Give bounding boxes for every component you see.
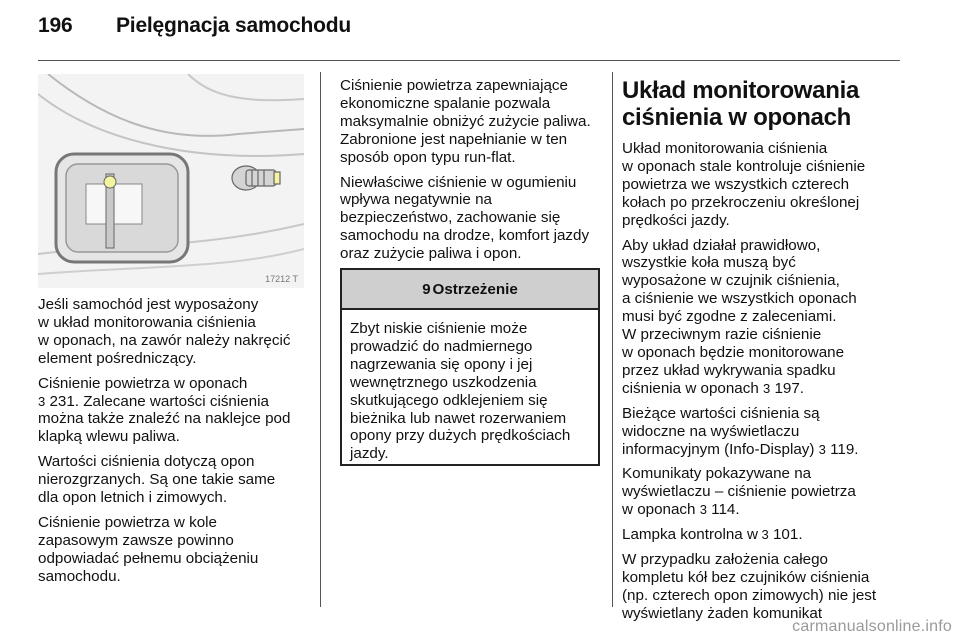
paragraph bbox=[622, 405, 912, 459]
page-title: Pielęgnacja samochodu bbox=[116, 14, 352, 37]
text-span: 114. bbox=[706, 501, 740, 519]
text-span: Komunikaty pokazywane na wyświetlaczu – ciśnienie powietrza w oponach bbox=[622, 465, 856, 519]
text-span: Lampka kontrolna bbox=[622, 526, 747, 544]
warning-text: Zbyt niskie ciśnienie może prowadzić do nadmiernego nagrzewania się opony i jej wewnętrznego uszkodzenia skutkującego odklejeniem się bieżnika lub nawet rozerwaniem opony przy dużych prędkościach jazdy. bbox=[350, 320, 571, 463]
paragraph bbox=[622, 526, 912, 544]
tire-valve-illustration bbox=[38, 74, 304, 288]
page-number: 196 bbox=[38, 14, 73, 37]
column-left bbox=[38, 296, 314, 593]
text-span: Bieżące wartości ciśnienia są widoczne na wyświetlaczu informacyjnym (Info-Display) bbox=[622, 404, 820, 458]
page-reference-icon[interactable]: 3 bbox=[38, 393, 46, 409]
paragraph: Ciśnienie powietrza zapewniające ekonomiczne spalanie pozwala maksymalnie obniżyć zużycie paliwa. Zabronione jest napełnianie w ten sposób opon typu run-flat. bbox=[340, 77, 591, 166]
paragraph bbox=[38, 375, 314, 447]
figure-code: 17212 T bbox=[265, 274, 298, 284]
text-span: Ciśnienie powietrza w oponach bbox=[38, 374, 248, 392]
text-span: 231. Zalecane wartości ciśnienia można także znaleźć na naklejce pod klapką wlewu paliwa. bbox=[38, 392, 291, 446]
paragraph: W przypadku założenia całego kompletu kół bez czujników ciśnienia (np. czterech opon zimowych) nie jest wyświetlany żaden komunikat bbox=[622, 551, 877, 622]
text-span: 101. bbox=[768, 526, 803, 544]
warning-box bbox=[340, 268, 600, 466]
text-span: 119. bbox=[825, 440, 859, 458]
warning-title: Ostrzeżenie bbox=[432, 280, 518, 298]
page-reference-icon[interactable]: 3 bbox=[818, 441, 826, 457]
column-divider-2 bbox=[612, 72, 613, 607]
paragraph bbox=[622, 237, 912, 398]
page-reference-icon[interactable]: 3 bbox=[699, 502, 707, 518]
page-header bbox=[38, 14, 351, 38]
column-right bbox=[622, 77, 912, 630]
column-divider-1 bbox=[320, 72, 321, 607]
tire-valve-drawing bbox=[38, 74, 304, 288]
paragraph: Niewłaściwe ciśnienie w ogumieniu wpływa negatywnie na bezpieczeństwo, zachowanie się samochodu na drodze, komfort jazdy oraz zużycie paliwa i opon. bbox=[340, 173, 590, 263]
paragraph: Ciśnienie powietrza w kole zapasowym zawsze powinno odpowiadać pełnemu obciążeniu samochodu. bbox=[38, 513, 259, 585]
page-reference-icon[interactable]: 3 bbox=[757, 527, 769, 543]
tire-pressure-warning-icon: w bbox=[746, 526, 758, 544]
warning-header bbox=[342, 270, 598, 310]
paragraph: Układ monitorowania ciśnienia w oponach stale kontroluje ciśnienie powietrza we wszystkich czterech kołach po przekroczeniu określonej prędkości jazdy. bbox=[622, 140, 866, 229]
section-heading: Układ monitorowania ciśnienia w oponach bbox=[622, 77, 859, 131]
paragraph: Wartości ciśnienia dotyczą opon nierozgrzanych. Są one takie same dla opon letnich i zimowych. bbox=[38, 453, 276, 507]
warning-triangle-icon: 9 bbox=[422, 280, 431, 298]
paragraph: Jeśli samochód jest wyposażony w układ monitorowania ciśnienia w oponach, na zawór należy nakręcić element pośredniczący. bbox=[38, 296, 291, 367]
paragraph bbox=[622, 465, 912, 519]
text-span: Aby układ działał prawidłowo, wszystkie koła muszą być wyposażone w czujnik ciśnienia, a ciśnienie we wszystkich oponach musi być zgodne z zaleceniami. W przeciwnym razie ciśnienie w oponach będzie monitorowane przez układ wykrywania spadku ciśnienia w oponach bbox=[622, 236, 857, 397]
page-reference-icon[interactable]: 3 bbox=[763, 380, 771, 396]
header-rule bbox=[38, 60, 900, 61]
column-middle bbox=[340, 77, 604, 270]
watermark: carmanualsonline.info bbox=[792, 618, 952, 635]
text-span: 197. bbox=[770, 379, 805, 397]
